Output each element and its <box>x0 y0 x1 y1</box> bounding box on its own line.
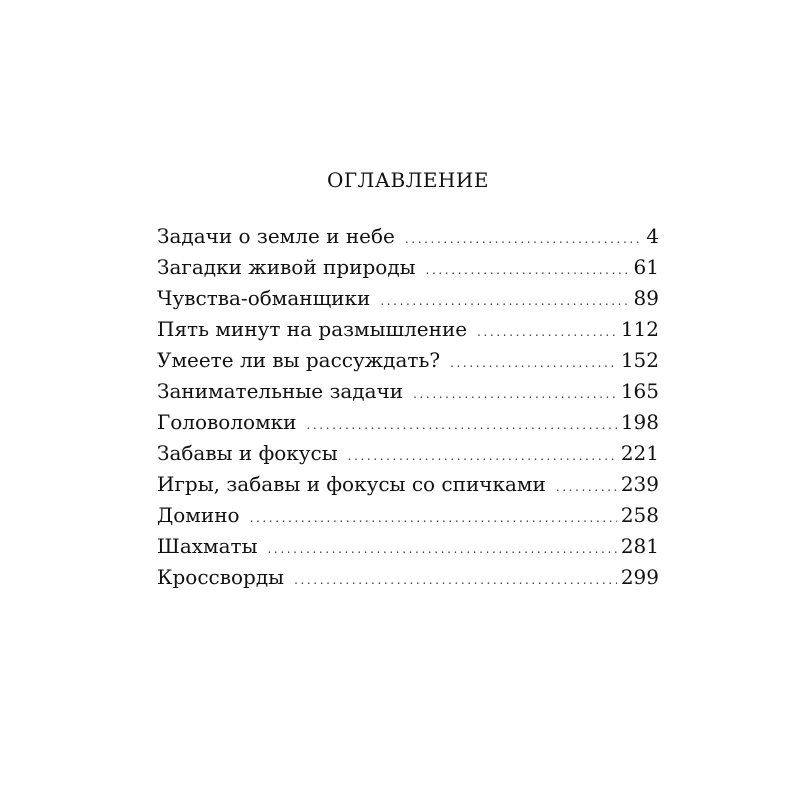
toc-entry-title: Задачи о земле и небе <box>157 224 395 248</box>
toc-entry-title: Головоломки <box>157 410 297 434</box>
toc-entry <box>157 376 659 407</box>
toc-entry-title: Занимательные задачи <box>157 379 404 403</box>
toc-page-number: 89 <box>633 286 659 310</box>
dot-leader <box>268 534 617 565</box>
toc-entry <box>157 438 659 469</box>
dot-leader <box>477 317 617 348</box>
toc-page-number: 198 <box>620 410 659 434</box>
toc-entry-title: Умеете ли вы рассуждать? <box>157 348 441 372</box>
toc-page-number: 221 <box>620 441 659 465</box>
toc-page-number: 299 <box>620 565 659 589</box>
toc-page-number: 4 <box>646 224 659 248</box>
toc-page-number: 152 <box>620 348 659 372</box>
dot-leader <box>250 503 617 534</box>
toc-entry <box>157 562 659 593</box>
toc-page-number: 258 <box>620 503 659 527</box>
dot-leader <box>294 565 617 596</box>
toc-entry <box>157 252 659 283</box>
toc-entry-title: Забавы и фокусы <box>157 441 338 465</box>
toc-entry <box>157 283 659 314</box>
toc-entry-title: Шахматы <box>157 534 258 558</box>
toc-entry <box>157 407 659 438</box>
toc-entry-title: Домино <box>157 503 240 527</box>
toc-page-number: 239 <box>620 472 659 496</box>
toc-entry <box>157 531 659 562</box>
toc-page-number: 281 <box>620 534 659 558</box>
dot-leader <box>450 348 617 379</box>
dot-leader <box>426 255 630 286</box>
toc-entry <box>157 469 659 500</box>
dot-leader <box>380 286 629 317</box>
toc-entry-title: Игры, забавы и фокусы со спичками <box>157 472 546 496</box>
toc-entry <box>157 221 659 252</box>
toc-entry <box>157 345 659 376</box>
toc-page-number: 112 <box>620 317 659 341</box>
toc-entry-title: Пять минут на размышление <box>157 317 468 341</box>
toc-entry-title: Кроссворды <box>157 565 285 589</box>
toc-page-number: 61 <box>633 255 659 279</box>
dot-leader <box>413 379 617 410</box>
toc-entry <box>157 314 659 345</box>
toc-heading: ОГЛАВЛЕНИЕ <box>327 168 489 192</box>
toc-list <box>157 221 659 593</box>
dot-leader <box>556 472 617 503</box>
toc-page-number: 165 <box>620 379 659 403</box>
toc-entry-title: Загадки живой природы <box>157 255 416 279</box>
toc-entry <box>157 500 659 531</box>
dot-leader <box>306 410 616 441</box>
dot-leader <box>405 224 641 255</box>
toc-entry-title: Чувства-обманщики <box>157 286 371 310</box>
dot-leader <box>348 441 617 472</box>
